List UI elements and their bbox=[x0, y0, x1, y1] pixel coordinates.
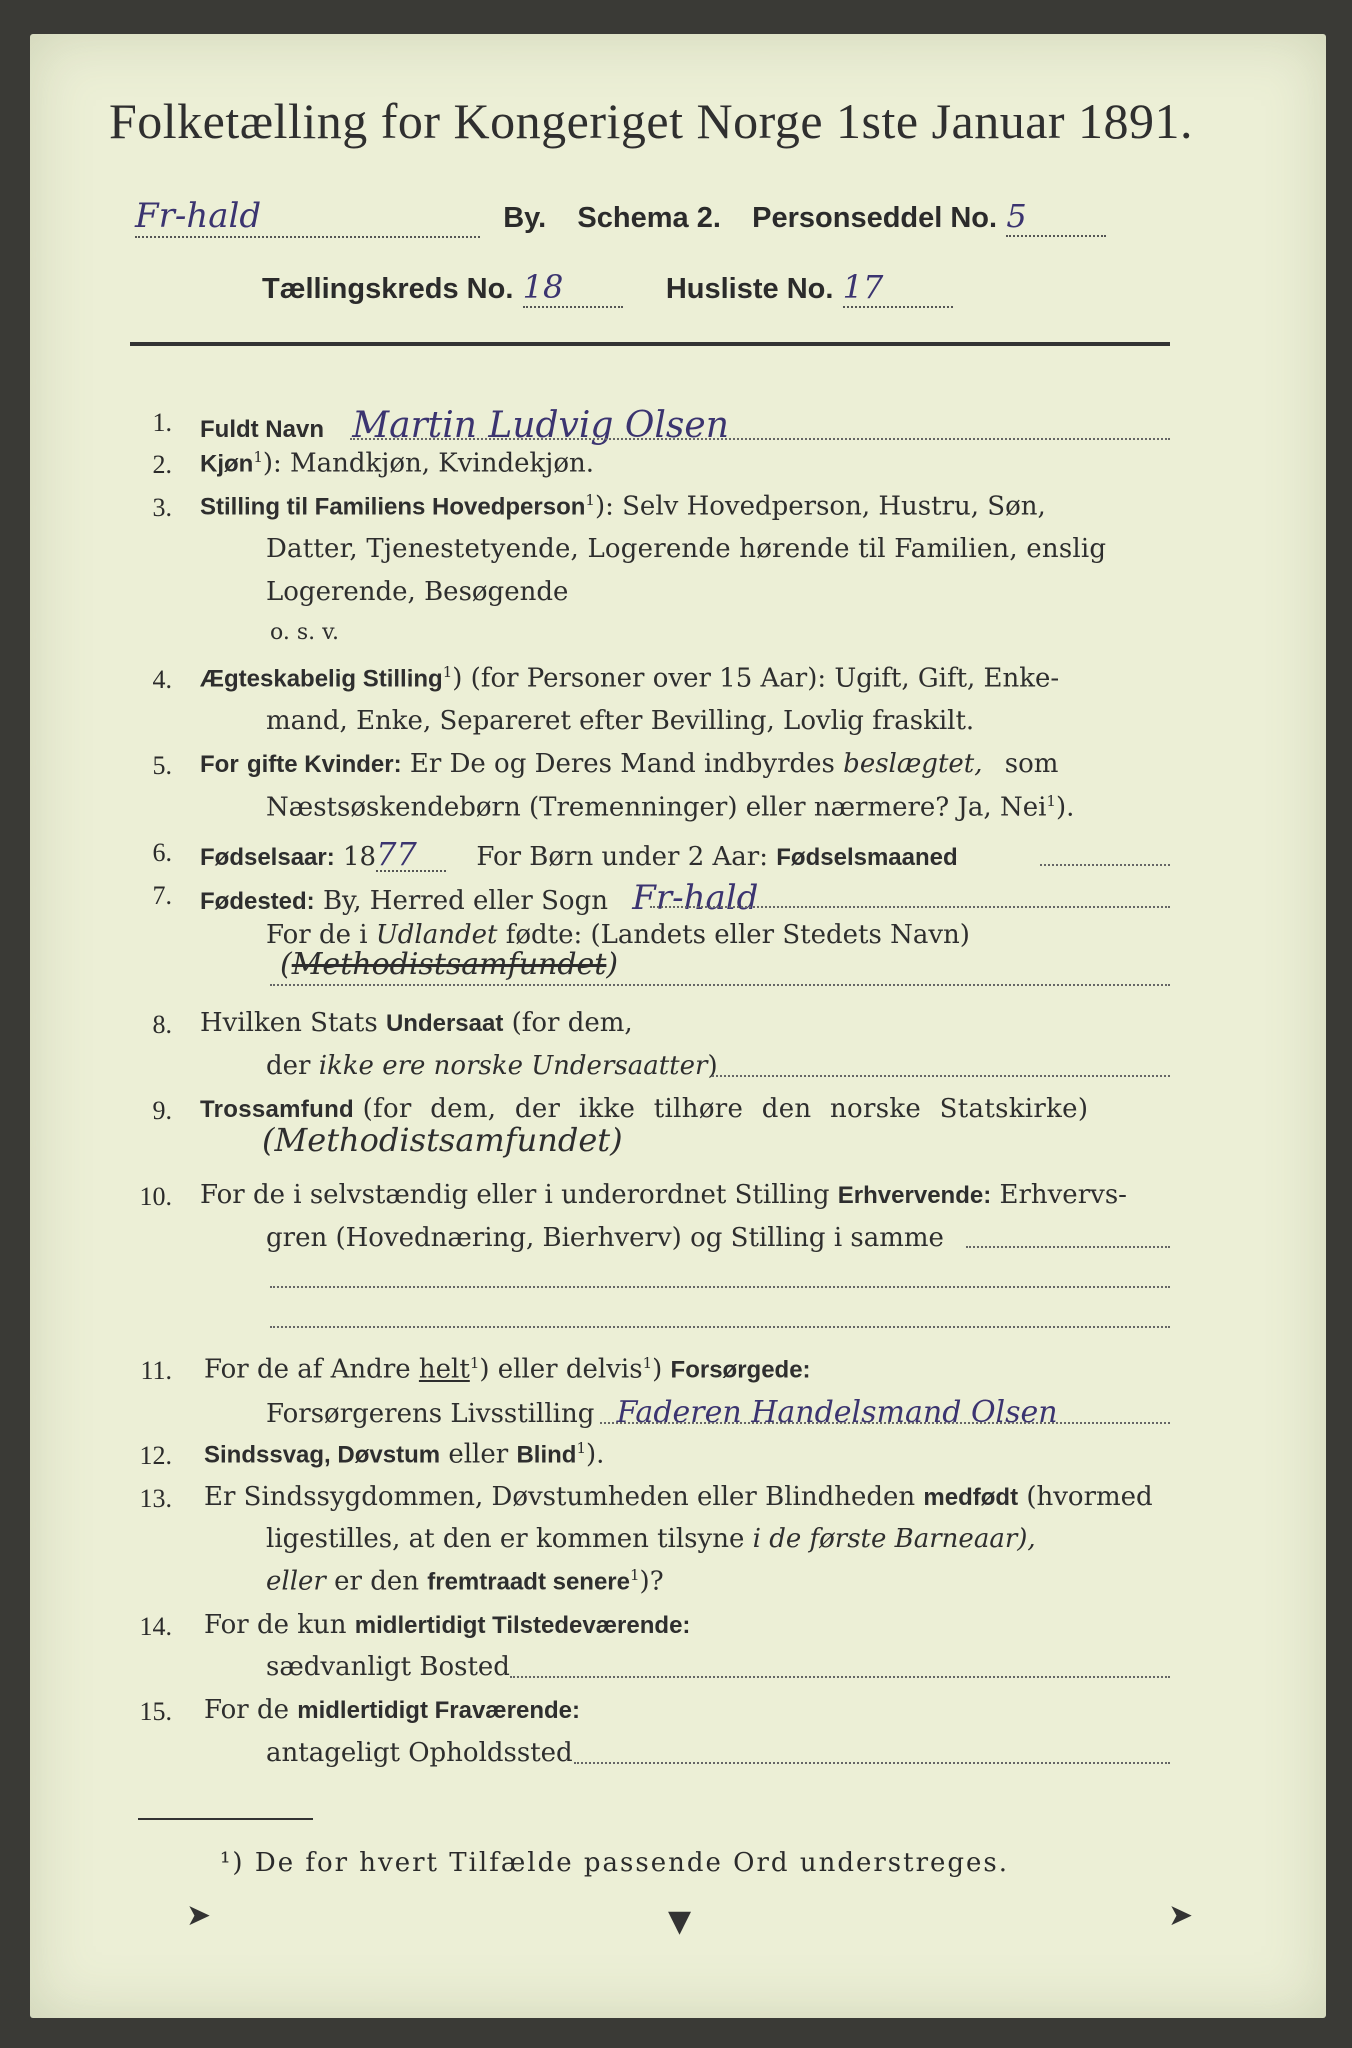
city-handwritten: Fr-hald bbox=[135, 196, 480, 238]
registration-mark-center-icon: ▼ bbox=[668, 1904, 692, 1939]
item-3-line-4: o. s. v. bbox=[270, 620, 339, 645]
item-1-number: 1. bbox=[152, 408, 172, 437]
item-1-dotted-line bbox=[350, 438, 1170, 440]
item-6-label: Fødselsaar: bbox=[200, 844, 335, 871]
item-9-text: (for dem, der ikke tilhøre den norske Statskirke) bbox=[362, 1094, 1089, 1124]
item-10-dotted-line-3 bbox=[270, 1326, 1170, 1328]
husliste-label: Husliste No. bbox=[665, 273, 834, 305]
item-11-line-2-text: Forsørgerens Livsstilling bbox=[266, 1399, 595, 1429]
item-8 bbox=[200, 1010, 633, 1036]
item-8-text-b: (for dem, bbox=[511, 1008, 633, 1038]
item-15-number: 15. bbox=[139, 1697, 172, 1726]
registration-mark-right-icon: ➤ bbox=[1168, 1898, 1194, 1933]
form-title: Folketælling for Kongeriget Norge 1ste Januar 1891. bbox=[108, 93, 1194, 149]
header-rule bbox=[130, 342, 1170, 346]
item-13-line-3: eller er den fremtraadt senere$^1$)? bbox=[266, 1566, 664, 1597]
item-5-italic: beslægtet, bbox=[843, 749, 983, 779]
item-12-label-b: Blind bbox=[516, 1441, 577, 1469]
item-7-line-3: (Methodistsamfundet) bbox=[280, 947, 619, 982]
kreds-number: 18 bbox=[523, 268, 623, 308]
item-13-line-3-label: fremtraadt senere bbox=[427, 1568, 630, 1596]
item-15-label: midlertidigt Fraværende: bbox=[297, 1697, 580, 1724]
item-9 bbox=[200, 1096, 1088, 1122]
item-5-label-a: For bbox=[200, 751, 239, 778]
item-11-text-b: ) eller delvis bbox=[479, 1354, 643, 1385]
husliste-number: 17 bbox=[843, 268, 953, 308]
item-13-line-2-text: ligestilles, at den er kommen tilsyne bbox=[266, 1524, 745, 1554]
item-6-prefix: 18 bbox=[342, 842, 377, 872]
item-7-line-3-answer: Methodistsamfundet bbox=[291, 947, 607, 982]
item-6-dotted-line bbox=[1040, 864, 1170, 866]
item-9-answer-line: (Methodistsamfundet) bbox=[262, 1121, 623, 1159]
item-9-number: 9. bbox=[152, 1096, 172, 1125]
item-9-label: Trossamfund bbox=[200, 1096, 354, 1123]
item-11-label: Forsørgede: bbox=[670, 1356, 811, 1384]
item-1-label: Fuldt Navn bbox=[200, 416, 324, 443]
item-3-line-2: Datter, Tjenestetyende, Logerende hørende til Familien, enslig bbox=[266, 534, 1107, 564]
item-14-number: 14. bbox=[139, 1612, 172, 1641]
item-14-dotted-line bbox=[510, 1676, 1170, 1678]
item-11-helt: helt bbox=[418, 1354, 470, 1385]
item-12-text: eller bbox=[448, 1439, 509, 1470]
header-line-kreds bbox=[262, 268, 953, 308]
item-3-number: 3. bbox=[152, 493, 172, 522]
item-15-line-2: antageligt Opholdssted bbox=[266, 1738, 573, 1768]
registration-mark-left-icon: ➤ bbox=[186, 1898, 212, 1933]
item-2-number: 2. bbox=[152, 450, 172, 479]
item-7-line-2-text: For de i bbox=[266, 920, 368, 950]
item-4: Ægteskabelig Stilling$^1$) (for Personer over 15 Aar): Ugift, Gift, Enke- bbox=[200, 663, 1060, 694]
item-7 bbox=[200, 878, 759, 918]
personseddel-number: 5 bbox=[1006, 197, 1106, 237]
by-label: By. bbox=[503, 202, 547, 234]
item-13-line-3-italic: eller bbox=[266, 1566, 326, 1597]
item-8-dotted-line bbox=[712, 1075, 1170, 1077]
item-14-label: midlertidigt Tilstedeværende: bbox=[354, 1612, 691, 1639]
item-14-line-2: sædvanligt Bosted bbox=[266, 1652, 510, 1682]
footnote-rule bbox=[138, 1818, 313, 1820]
item-3-line-3: Logerende, Besøgende bbox=[266, 577, 569, 607]
item-12-label: Sindssvag, Døvstum bbox=[204, 1441, 441, 1469]
item-3-text: ): Selv Hovedperson, Hustru, Søn, bbox=[594, 491, 1046, 522]
item-7-label: Fødested: bbox=[200, 888, 315, 915]
item-6-number: 6. bbox=[152, 838, 172, 867]
item-8-line-2-text: der bbox=[266, 1051, 311, 1081]
item-15-text: For de bbox=[204, 1695, 289, 1725]
footnote-marker: ¹) bbox=[220, 1848, 245, 1878]
item-10-text-b: Erhvervs- bbox=[999, 1180, 1127, 1210]
item-2-label: Kjøn bbox=[200, 450, 254, 478]
item-8-line-2: der ikke ere norske Undersaatter) bbox=[266, 1051, 718, 1081]
item-7-line-3-dotted bbox=[270, 984, 1170, 986]
item-11-number: 11. bbox=[140, 1356, 172, 1385]
item-11-answer: Faderen Handelsmand Olsen bbox=[616, 1395, 1058, 1430]
item-8-label: Undersaat bbox=[385, 1010, 504, 1037]
item-14 bbox=[204, 1612, 690, 1638]
item-8-number: 8. bbox=[152, 1010, 172, 1039]
item-13-line-2-italic: i de første Barneaar), bbox=[752, 1524, 1036, 1554]
schema-label: Schema 2. bbox=[577, 202, 721, 234]
item-5 bbox=[200, 751, 1058, 777]
item-10-dotted-line bbox=[966, 1246, 1170, 1248]
item-7-line-2-italic: Udlandet bbox=[375, 920, 498, 950]
item-14-text: For de kun bbox=[204, 1610, 347, 1640]
header-line-personseddel bbox=[135, 196, 1106, 238]
item-7-number: 7. bbox=[152, 881, 172, 910]
item-10-line-2: gren (Hovednæring, Bierhverv) og Stilling i samme bbox=[266, 1223, 944, 1253]
item-2: Kjøn$^1$): Mandkjøn, Kvindekjøn. bbox=[200, 448, 594, 479]
footnote-text: De for hvert Tilfælde passende Ord understreges. bbox=[254, 1848, 1010, 1878]
kreds-label: Tællingskreds No. bbox=[262, 273, 514, 305]
item-5-line-2: Næstsøskendebørn (Tremenninger) eller nærmere? Ja, Nei$^1$). bbox=[266, 792, 1075, 823]
item-15-dotted-line bbox=[574, 1762, 1170, 1764]
footnote bbox=[220, 1848, 1009, 1878]
item-10 bbox=[200, 1182, 1127, 1208]
item-10-label: Erhvervende: bbox=[837, 1182, 992, 1209]
item-13-label: medfødt bbox=[923, 1484, 1019, 1511]
item-5-text: Er De og Deres Mand indbyrdes bbox=[409, 749, 835, 779]
item-12-number: 12. bbox=[139, 1441, 172, 1470]
item-8-text: Hvilken Stats bbox=[200, 1008, 378, 1038]
item-13-line-2 bbox=[266, 1526, 1036, 1552]
item-7-line-2 bbox=[266, 922, 970, 948]
item-15 bbox=[204, 1697, 580, 1723]
item-13 bbox=[204, 1484, 1153, 1510]
item-7-line-2-text-b: fødte: (Landets eller Stedets Navn) bbox=[505, 920, 970, 950]
personseddel-label: Personseddel No. bbox=[752, 202, 998, 234]
item-10-dotted-line-2 bbox=[270, 1286, 1170, 1288]
item-2-text: ): Mandkjøn, Kvindekjøn. bbox=[262, 448, 594, 479]
item-5-number: 5. bbox=[152, 751, 172, 780]
item-11-text: For de af Andre bbox=[204, 1354, 411, 1385]
item-3-label: Stilling til Familiens Hovedperson bbox=[200, 493, 586, 521]
item-13-line-3-text: er den bbox=[334, 1566, 419, 1597]
item-6 bbox=[200, 835, 958, 873]
item-4-label: Ægteskabelig Stilling bbox=[200, 665, 443, 693]
item-11: For de af Andre helt$^1$) eller delvis$^1$) Forsørgede: bbox=[204, 1354, 811, 1385]
item-6-answer: 77 bbox=[376, 838, 446, 872]
item-10-text: For de i selvstændig eller i underordnet Stilling bbox=[200, 1180, 830, 1210]
item-9-answer: Methodistsamfundet bbox=[274, 1121, 611, 1159]
item-5-line-2-text: Næstsøskendebørn (Tremenninger) eller nærmere? Ja, Nei bbox=[266, 792, 1047, 823]
item-8-line-2-italic: ikke ere norske Undersaatter bbox=[318, 1051, 708, 1081]
item-13-number: 13. bbox=[139, 1484, 172, 1513]
item-13-text-b: (hvormed bbox=[1026, 1482, 1153, 1512]
item-7-text: By, Herred eller Sogn bbox=[322, 886, 608, 916]
item-11-dotted-line bbox=[600, 1422, 1170, 1424]
item-7-answer: Fr-hald bbox=[632, 878, 759, 918]
item-5-label-b: gifte Kvinder: bbox=[246, 751, 402, 778]
item-6-label-b: Fødselsmaaned bbox=[776, 844, 958, 871]
item-7-dotted-line bbox=[650, 906, 1170, 908]
item-12: Sindssvag, Døvstum eller Blind$^1$). bbox=[204, 1439, 605, 1470]
item-10-number: 10. bbox=[139, 1182, 172, 1211]
item-4-number: 4. bbox=[152, 665, 172, 694]
item-1-answer: Martin Ludvig Olsen bbox=[352, 405, 729, 446]
item-4-text: ) (for Personer over 15 Aar): Ugift, Gift, Enke- bbox=[452, 663, 1060, 694]
item-6-text: For Børn under 2 Aar: bbox=[476, 842, 768, 872]
item-3: Stilling til Familiens Hovedperson$^1$): Selv Hovedperson, Hustru, Søn, bbox=[200, 491, 1046, 522]
item-4-line-2: mand, Enke, Separeret efter Bevilling, Lovlig fraskilt. bbox=[266, 706, 975, 736]
item-13-text: Er Sindssygdommen, Døvstumheden eller Blindheden bbox=[204, 1482, 916, 1512]
item-5-text-b: som bbox=[1004, 749, 1059, 779]
